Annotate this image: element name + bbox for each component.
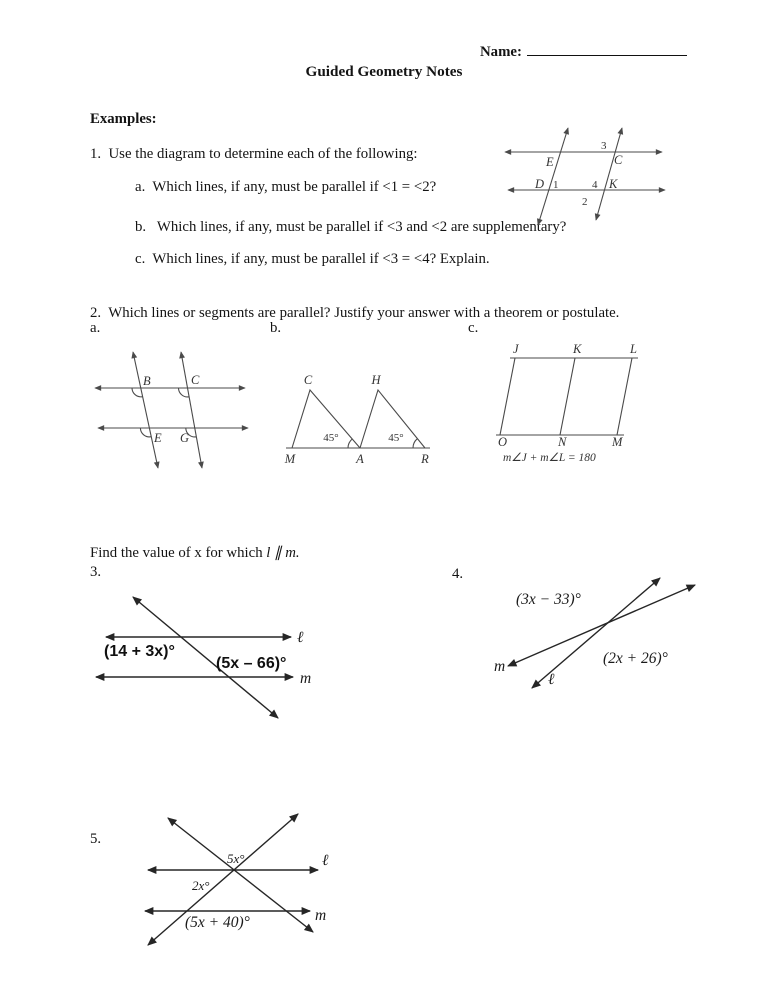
label-K: K — [609, 177, 618, 191]
q1-right-transversal — [596, 128, 622, 220]
angle-arc — [413, 439, 417, 448]
q1-prompt: 1. Use the diagram to determine each of the following: — [90, 146, 418, 162]
label-angle-4: 4 — [592, 179, 598, 191]
find-x-prefix: Find the value of x for which — [90, 545, 267, 561]
label-M: M — [612, 435, 623, 449]
q3-angle-bottom: (5x – 66)° — [216, 655, 287, 672]
q2a-left-transversal — [133, 352, 158, 468]
q4-angle-bottom: (2x + 26)° — [603, 650, 668, 667]
q5-angle-2x: 2x° — [192, 878, 210, 893]
q4-angle-top: (3x − 33)° — [516, 591, 581, 608]
q5-diagram — [138, 808, 353, 953]
q5-angle-5x: 5x° — [227, 851, 245, 866]
label-D: D — [535, 177, 545, 191]
name-line — [480, 40, 687, 61]
label-G: G — [180, 431, 190, 445]
label-L: L — [630, 342, 637, 356]
q2c-segment-JO — [500, 358, 515, 435]
label-E: E — [154, 431, 162, 445]
label-angle-3: 3 — [601, 140, 607, 152]
label-O: O — [498, 435, 508, 449]
label-angle-2: 2 — [582, 196, 588, 208]
label-C: C — [614, 153, 623, 167]
q2-label-c: c. — [468, 320, 479, 336]
angle-arc — [348, 439, 352, 448]
label-M: M — [284, 452, 296, 466]
label-R: R — [421, 452, 429, 466]
q5-label-m: m — [315, 907, 327, 924]
examples-heading: Examples: — [90, 111, 157, 127]
q5-label: 5. — [90, 831, 102, 847]
label-E: E — [546, 155, 554, 169]
label-K: K — [573, 342, 582, 356]
q3-label-l: ℓ — [297, 629, 304, 646]
label-B: B — [143, 374, 151, 388]
q4-label-m: m — [494, 658, 506, 675]
q2c-equation: m∠J + m∠L = 180 — [503, 452, 596, 464]
q2a-right-transversal — [181, 352, 202, 468]
find-x-prompt — [90, 544, 300, 562]
label-J: J — [513, 342, 519, 356]
q3-label-m: m — [300, 670, 312, 687]
name-blank — [527, 40, 687, 56]
label-H: H — [371, 373, 381, 387]
q2-prompt: 2. Which lines or segments are parallel? Justify your answer with a theorem or postulate. — [90, 305, 620, 321]
q2c-diagram — [488, 338, 653, 468]
q2b-diagram — [278, 368, 438, 468]
q4-label: 4. — [452, 566, 464, 582]
q1-part-a: a. Which lines, if any, must be parallel if <1 = <2? — [135, 179, 437, 195]
q4-diagram — [448, 568, 713, 703]
q5-angle-5x40: (5x + 40)° — [185, 914, 250, 931]
label-C: C — [303, 373, 313, 387]
q3-angle-top: (14 + 3x)° — [104, 643, 175, 660]
q2c-segment-LM — [617, 358, 632, 435]
label-N: N — [558, 435, 567, 449]
label-45-right: 45° — [388, 432, 404, 444]
q2c-segment-KN — [560, 358, 575, 435]
label-A: A — [356, 452, 364, 466]
q1-part-c: c. Which lines, if any, must be parallel if <3 = <4? Explain. — [135, 251, 490, 267]
q3-diagram — [88, 588, 323, 728]
label-angle-1: 1 — [553, 179, 559, 191]
q1-diagram — [492, 118, 672, 233]
q2-label-a: a. — [90, 320, 101, 336]
page-title: Guided Geometry Notes — [305, 63, 463, 80]
q2-label-b: b. — [270, 320, 282, 336]
find-x-lm: l ∥ m. — [266, 545, 300, 561]
q5-label-l: ℓ — [322, 852, 329, 869]
label-45-left: 45° — [323, 432, 339, 444]
q1-part-b: b. Which lines, if any, must be parallel if <3 and <2 are supplementary? — [135, 219, 567, 235]
label-C: C — [191, 373, 200, 387]
q2a-diagram — [88, 340, 258, 475]
q4-label-l: ℓ — [548, 671, 555, 688]
name-label: Name: — [480, 44, 522, 60]
q3-label: 3. — [90, 564, 102, 580]
